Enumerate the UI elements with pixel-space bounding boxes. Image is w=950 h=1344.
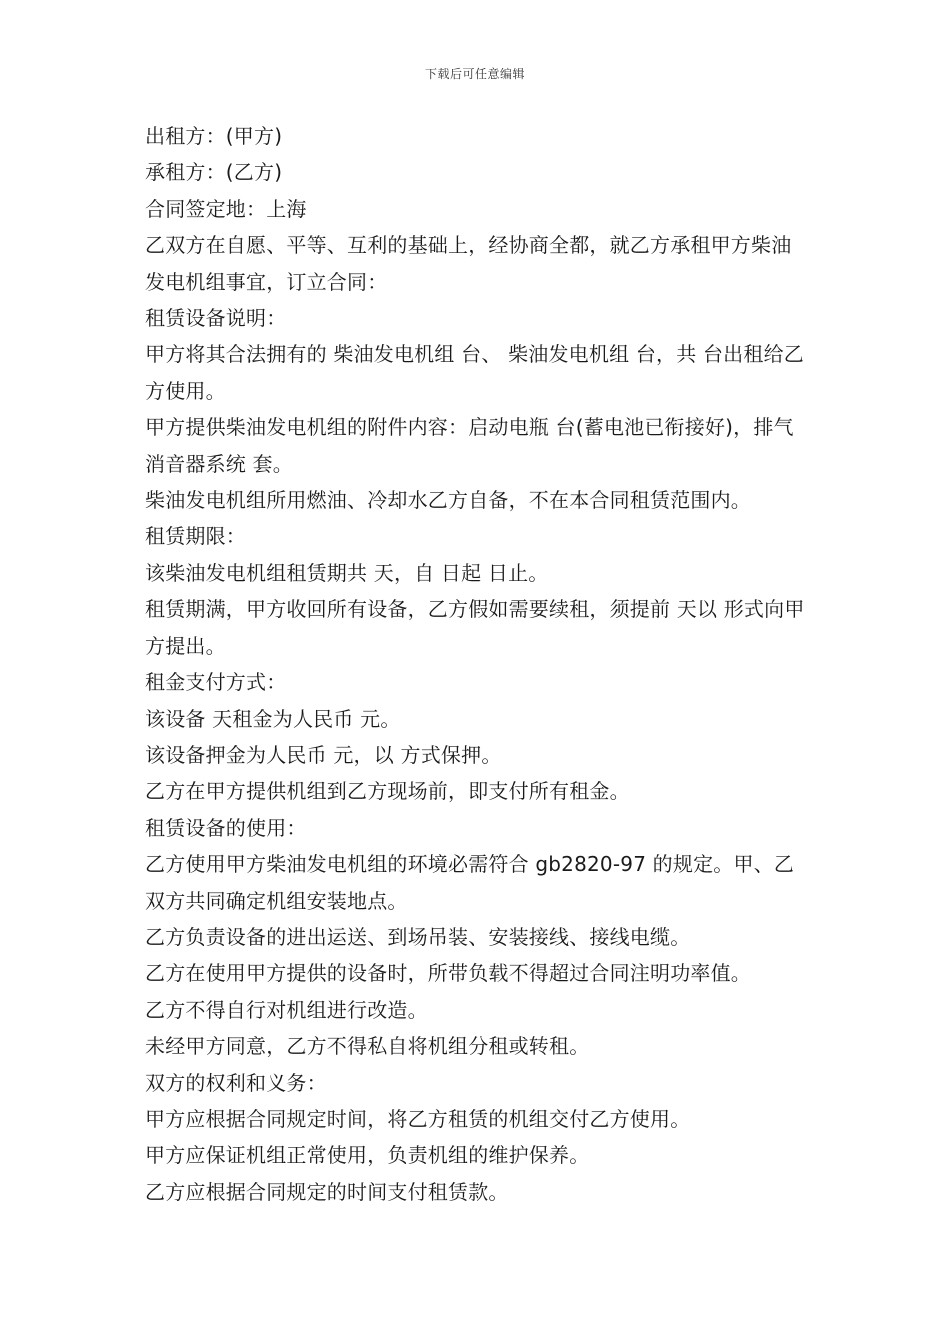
page-header: 下载后可任意编辑 — [424, 67, 525, 81]
section-heading-term: 租赁期限： — [145, 524, 246, 549]
section-heading-payment: 租金支付方式： — [145, 670, 287, 695]
paragraph-payment-2: 该设备押金为人民币 元，以 方式保押。 — [145, 742, 502, 767]
paragraph-usage-5: 未经甲方同意，乙方不得私自将机组分租或转租。 — [145, 1034, 590, 1059]
paragraph-rights-2: 甲方应保证机组正常使用，负责机组的维护保养。 — [145, 1143, 590, 1168]
paragraph-payment-1: 该设备 天租金为人民币 元。 — [145, 706, 401, 731]
paragraph-preamble: 乙双方在自愿、平等、互利的基础上，经协商全都，就乙方承租甲方柴油发电机组事宜，订立合同： — [145, 233, 792, 294]
section-heading-rights: 双方的权利和义务： — [145, 1070, 327, 1095]
paragraph-term-1: 该柴油发电机组租赁期共 天，自 日起 日止。 — [145, 560, 549, 585]
contract-body — [145, 118, 811, 1210]
paragraph-term-2: 租赁期满，甲方收回所有设备，乙方假如需要续租，须提前 天以 形式向甲方提出。 — [145, 597, 805, 658]
paragraph-equipment-3: 柴油发电机组所用燃油、冷却水乙方自备，不在本合同租赁范围内。 — [145, 488, 751, 513]
paragraph-usage-2: 乙方负责设备的进出运送、到场吊装、安装接线、接线电缆。 — [145, 924, 691, 949]
paragraph-usage-4: 乙方不得自行对机组进行改造。 — [145, 997, 428, 1022]
paragraph-equipment-1: 甲方将其合法拥有的 柴油发电机组 台、 柴油发电机组 台，共 台出租给乙方使用。 — [145, 342, 804, 403]
paragraph-lessor: 出租方：(甲方) — [145, 124, 283, 148]
paragraph-equipment-2: 甲方提供柴油发电机组的附件内容：启动电瓶 台(蓄电池已衔接好)，排气消音器系统 套。 — [145, 415, 794, 476]
paragraph-payment-3: 乙方在甲方提供机组到乙方现场前，即支付所有租金。 — [145, 779, 630, 804]
paragraph-usage-3: 乙方在使用甲方提供的设备时，所带负载不得超过合同注明功率值。 — [145, 961, 751, 986]
paragraph-usage-1: 乙方使用甲方柴油发电机组的环境必需符合 gb2820-97 的规定。甲、乙双方共同确定机组安装地点。 — [145, 852, 795, 913]
paragraph-rights-1: 甲方应根据合同规定时间，将乙方租赁的机组交付乙方使用。 — [145, 1106, 691, 1131]
paragraph-signing-place: 合同签定地：上海 — [145, 196, 307, 221]
paragraph-lessee: 承租方：(乙方) — [145, 160, 283, 185]
section-heading-equipment: 租赁设备说明： — [145, 306, 287, 331]
paragraph-rights-3: 乙方应根据合同规定的时间支付租赁款。 — [145, 1179, 509, 1204]
section-heading-usage: 租赁设备的使用： — [145, 815, 307, 840]
